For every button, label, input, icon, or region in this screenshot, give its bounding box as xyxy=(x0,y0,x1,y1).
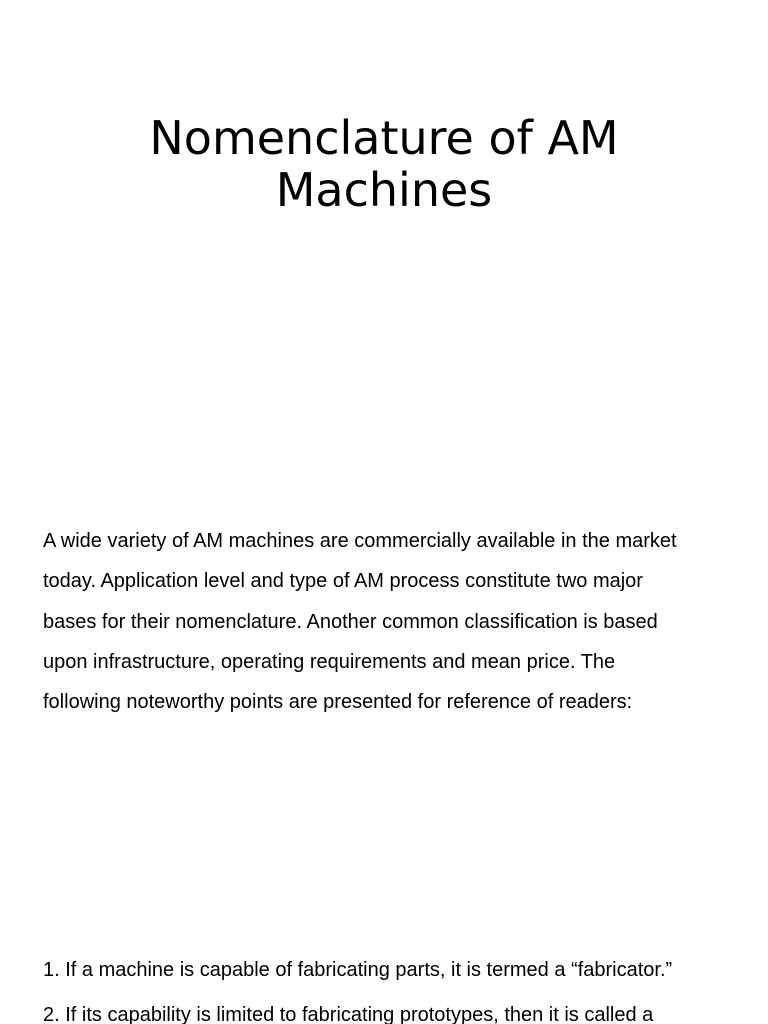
intro-line: A wide variety of AM machines are commercially available in the market xyxy=(43,530,677,552)
title-line: Nomenclature of AM xyxy=(149,111,619,165)
intro-line: bases for their nomenclature. Another common classification is based xyxy=(43,610,658,633)
intro-line: upon infrastructure, operating requirements and mean price. The xyxy=(43,650,616,673)
list-item: 2. If its capability is limited to fabricating prototypes, then it is called a xyxy=(43,1004,654,1024)
intro-paragraph xyxy=(43,521,743,722)
page-title xyxy=(0,112,768,216)
title-line: Machines xyxy=(275,163,493,217)
intro-line: today. Application level and type of AM process constitute two major xyxy=(43,570,643,593)
list-item: 1. If a machine is capable of fabricating parts, it is termed a “fabricator.” xyxy=(43,959,673,981)
numbered-points-list xyxy=(43,954,763,1024)
intro-line: following noteworthy points are presented for reference of readers: xyxy=(43,691,633,714)
